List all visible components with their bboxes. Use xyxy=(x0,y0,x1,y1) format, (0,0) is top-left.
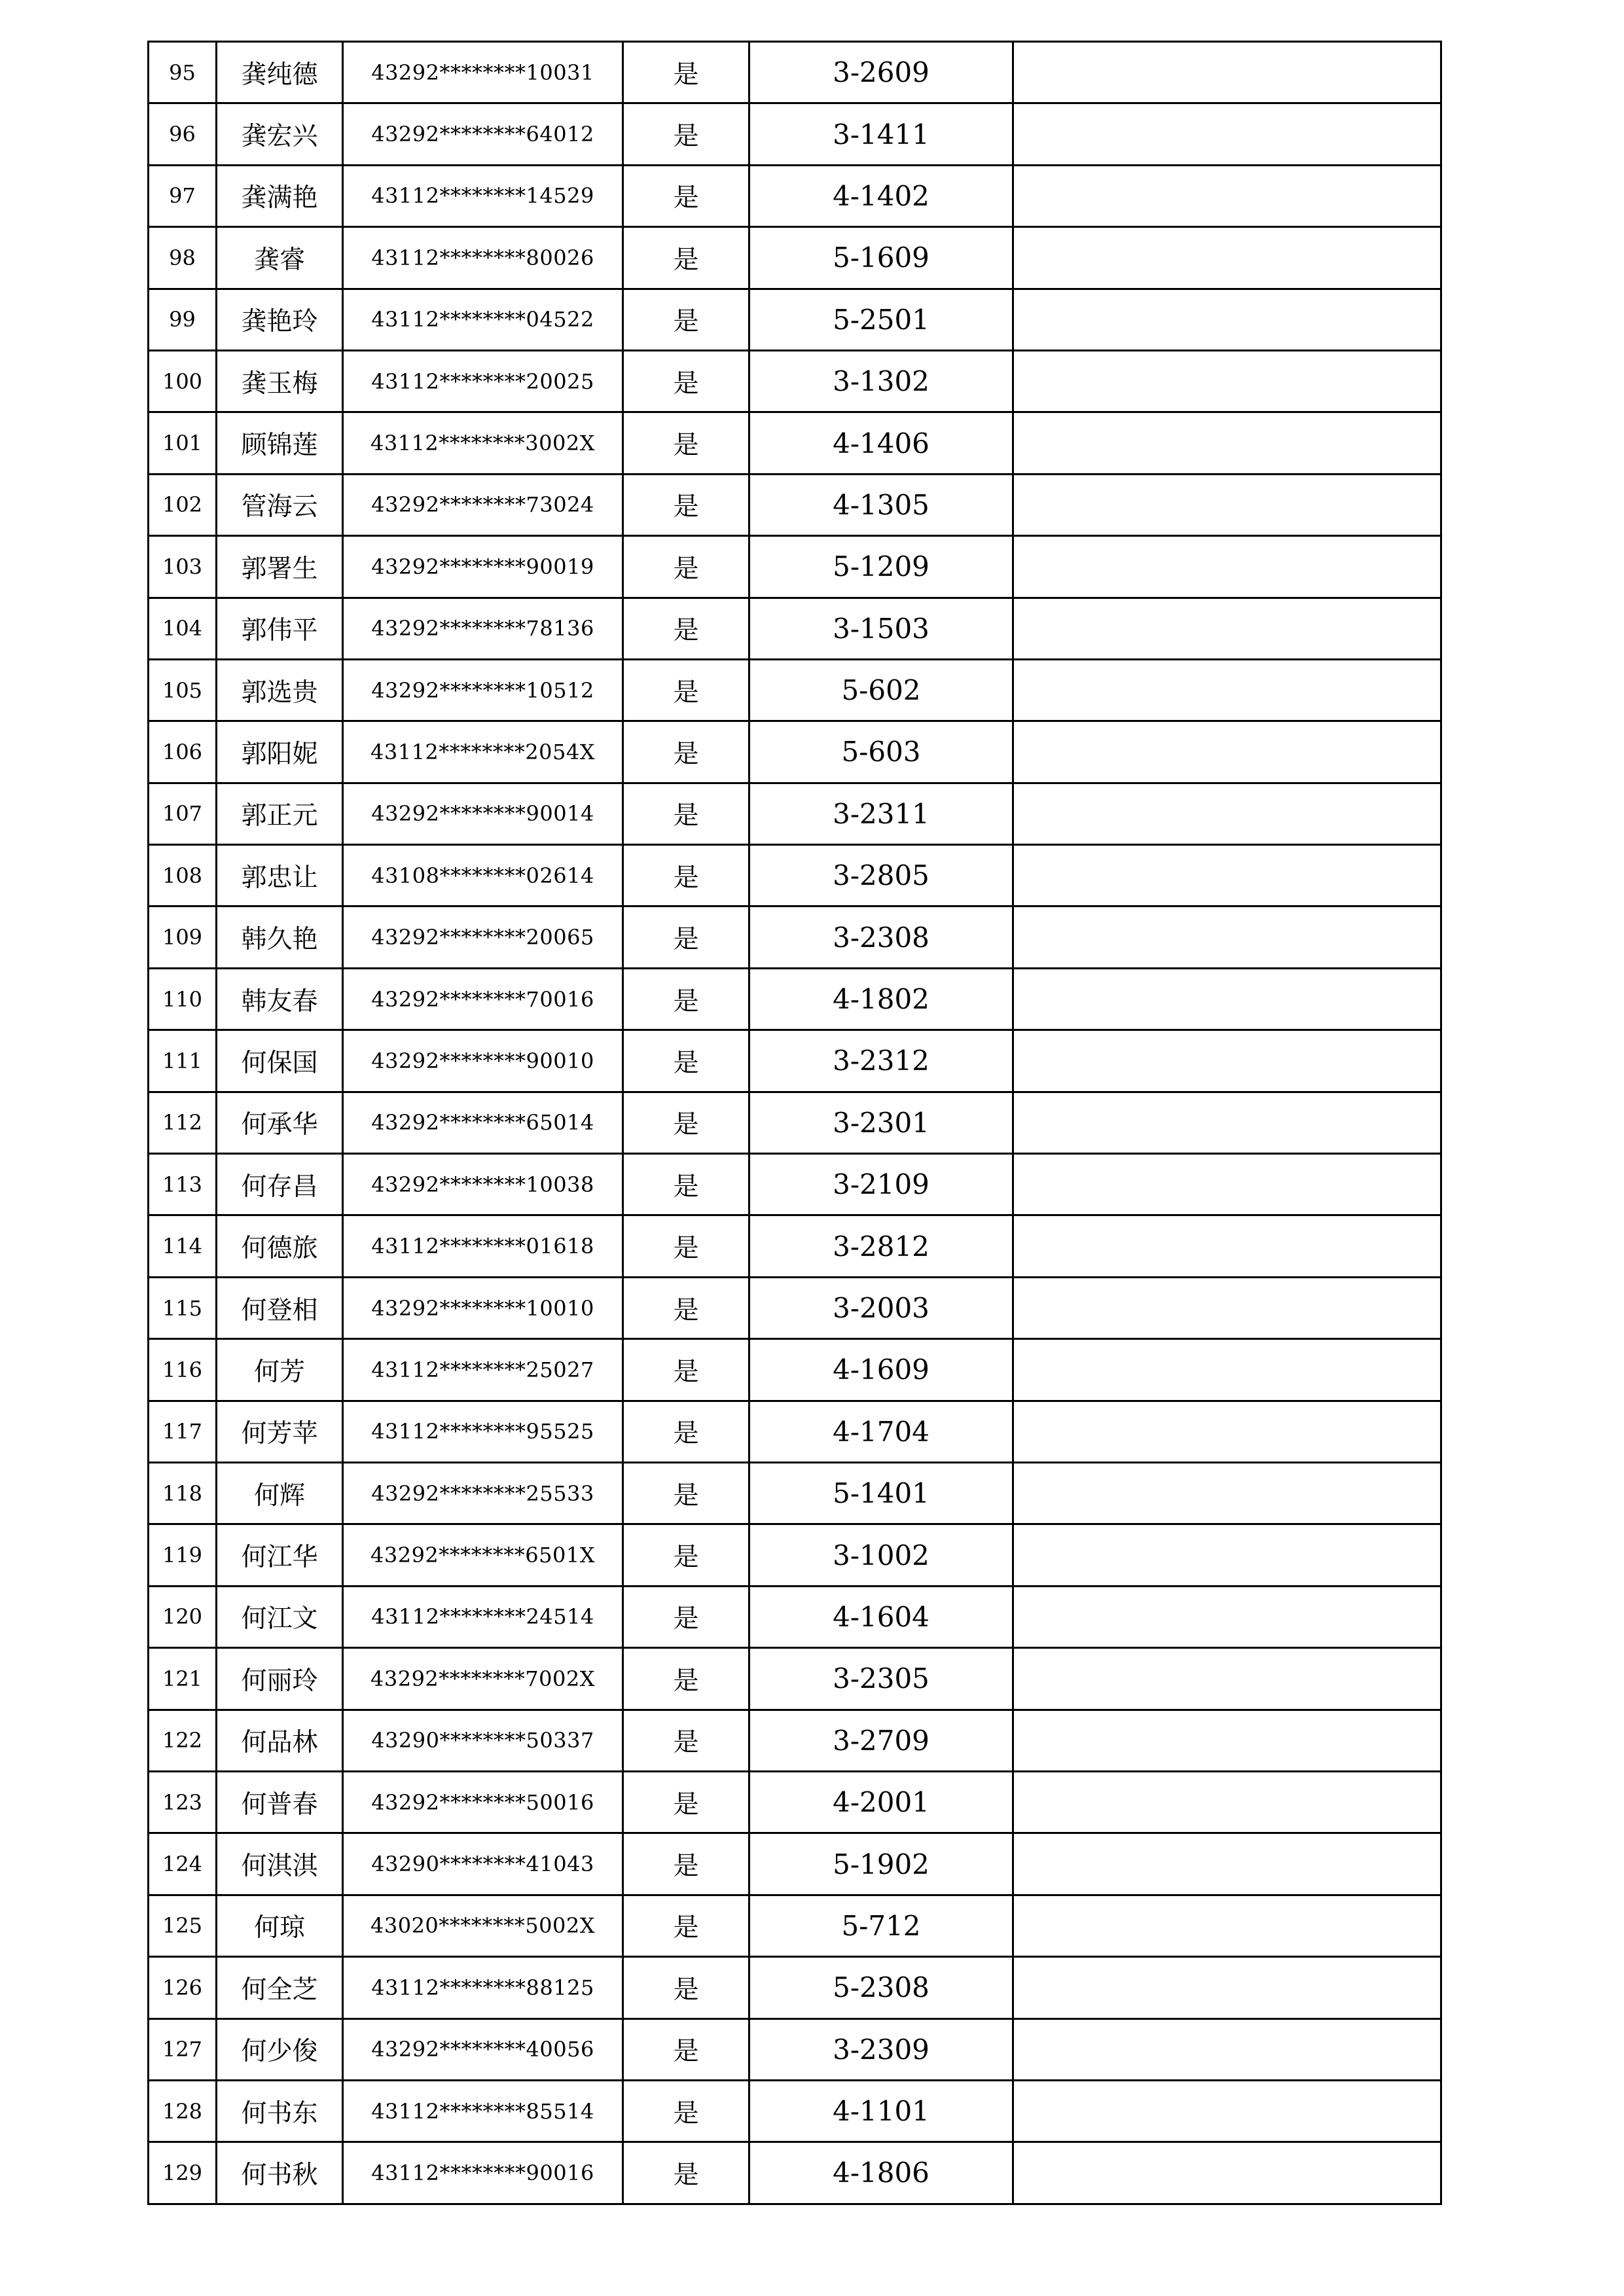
remarks-cell xyxy=(1013,1957,1441,2018)
table-row xyxy=(149,1277,1441,1338)
room-number-cell: 3-1002 xyxy=(749,1524,1013,1586)
eligibility-cell: 是 xyxy=(623,1215,749,1277)
remarks-cell xyxy=(1013,1895,1441,1956)
id-number-cell: 43112********25027 xyxy=(343,1339,623,1401)
id-number-cell: 43292********40056 xyxy=(343,2018,623,2080)
id-number-cell: 43292********10038 xyxy=(343,1154,623,1215)
name-cell: 何书东 xyxy=(217,2080,343,2142)
name-cell: 何江文 xyxy=(217,1586,343,1647)
row-number-cell: 127 xyxy=(149,2018,217,2080)
eligibility-cell: 是 xyxy=(623,350,749,412)
table-row xyxy=(149,598,1441,659)
name-cell: 郭选贵 xyxy=(217,659,343,721)
remarks-cell xyxy=(1013,721,1441,783)
id-number-cell: 43112********24514 xyxy=(343,1586,623,1647)
room-number-cell: 5-1609 xyxy=(749,227,1013,289)
eligibility-cell: 是 xyxy=(623,1339,749,1401)
remarks-cell xyxy=(1013,1524,1441,1586)
room-number-cell: 3-2305 xyxy=(749,1648,1013,1710)
id-number-cell: 43112********85514 xyxy=(343,2080,623,2142)
name-cell: 龚玉梅 xyxy=(217,350,343,412)
eligibility-cell: 是 xyxy=(623,2080,749,2142)
remarks-cell xyxy=(1013,906,1441,968)
room-number-cell: 5-712 xyxy=(749,1895,1013,1956)
table-row xyxy=(149,1833,1441,1895)
id-number-cell: 43292********10010 xyxy=(343,1277,623,1338)
id-number-cell: 43292********10512 xyxy=(343,659,623,721)
room-number-cell: 3-1503 xyxy=(749,598,1013,659)
id-number-cell: 43292********64012 xyxy=(343,103,623,165)
eligibility-cell: 是 xyxy=(623,659,749,721)
name-cell: 何芳 xyxy=(217,1339,343,1401)
table-row xyxy=(149,783,1441,844)
room-number-cell: 5-603 xyxy=(749,721,1013,783)
remarks-cell xyxy=(1013,2142,1441,2204)
remarks-cell xyxy=(1013,1648,1441,1710)
remarks-cell xyxy=(1013,103,1441,165)
id-number-cell: 43290********41043 xyxy=(343,1833,623,1895)
row-number-cell: 117 xyxy=(149,1401,217,1462)
id-number-cell: 43020********5002X xyxy=(343,1895,623,1956)
table-row xyxy=(149,2018,1441,2080)
row-number-cell: 100 xyxy=(149,350,217,412)
eligibility-cell: 是 xyxy=(623,1895,749,1956)
name-cell: 管海云 xyxy=(217,474,343,535)
eligibility-cell: 是 xyxy=(623,1586,749,1647)
id-number-cell: 43292********10031 xyxy=(343,42,623,103)
eligibility-cell: 是 xyxy=(623,289,749,350)
name-cell: 何少俊 xyxy=(217,2018,343,2080)
remarks-cell xyxy=(1013,968,1441,1030)
row-number-cell: 123 xyxy=(149,1771,217,1833)
remarks-cell xyxy=(1013,2018,1441,2080)
roster-table-body xyxy=(149,42,1441,2204)
eligibility-cell: 是 xyxy=(623,1462,749,1524)
table-row xyxy=(149,474,1441,535)
eligibility-cell: 是 xyxy=(623,165,749,226)
id-number-cell: 43112********2054X xyxy=(343,721,623,783)
table-row xyxy=(149,289,1441,350)
name-cell: 龚睿 xyxy=(217,227,343,289)
remarks-cell xyxy=(1013,845,1441,906)
id-number-cell: 43292********70016 xyxy=(343,968,623,1030)
remarks-cell xyxy=(1013,165,1441,226)
id-number-cell: 43292********7002X xyxy=(343,1648,623,1710)
table-row xyxy=(149,721,1441,783)
row-number-cell: 95 xyxy=(149,42,217,103)
row-number-cell: 128 xyxy=(149,2080,217,2142)
room-number-cell: 3-1411 xyxy=(749,103,1013,165)
eligibility-cell: 是 xyxy=(623,103,749,165)
table-row xyxy=(149,1339,1441,1401)
document-page xyxy=(147,41,1440,2205)
eligibility-cell: 是 xyxy=(623,1092,749,1153)
row-number-cell: 125 xyxy=(149,1895,217,1956)
room-number-cell: 4-1704 xyxy=(749,1401,1013,1462)
eligibility-cell: 是 xyxy=(623,1401,749,1462)
remarks-cell xyxy=(1013,783,1441,844)
room-number-cell: 4-1609 xyxy=(749,1339,1013,1401)
name-cell: 何辉 xyxy=(217,1462,343,1524)
id-number-cell: 43112********01618 xyxy=(343,1215,623,1277)
id-number-cell: 43112********90016 xyxy=(343,2142,623,2204)
remarks-cell xyxy=(1013,412,1441,474)
row-number-cell: 118 xyxy=(149,1462,217,1524)
id-number-cell: 43292********90019 xyxy=(343,536,623,598)
id-number-cell: 43292********6501X xyxy=(343,1524,623,1586)
table-row xyxy=(149,42,1441,103)
remarks-cell xyxy=(1013,659,1441,721)
row-number-cell: 108 xyxy=(149,845,217,906)
table-row xyxy=(149,1957,1441,2018)
row-number-cell: 114 xyxy=(149,1215,217,1277)
room-number-cell: 3-2312 xyxy=(749,1030,1013,1092)
room-number-cell: 3-2812 xyxy=(749,1215,1013,1277)
table-row xyxy=(149,165,1441,226)
room-number-cell: 3-2805 xyxy=(749,845,1013,906)
room-number-cell: 3-2709 xyxy=(749,1710,1013,1771)
remarks-cell xyxy=(1013,42,1441,103)
name-cell: 何保国 xyxy=(217,1030,343,1092)
name-cell: 郭忠让 xyxy=(217,845,343,906)
name-cell: 何丽玲 xyxy=(217,1648,343,1710)
eligibility-cell: 是 xyxy=(623,1957,749,2018)
eligibility-cell: 是 xyxy=(623,1710,749,1771)
id-number-cell: 43292********78136 xyxy=(343,598,623,659)
id-number-cell: 43292********73024 xyxy=(343,474,623,535)
name-cell: 龚纯德 xyxy=(217,42,343,103)
eligibility-cell: 是 xyxy=(623,845,749,906)
eligibility-cell: 是 xyxy=(623,1154,749,1215)
row-number-cell: 107 xyxy=(149,783,217,844)
id-number-cell: 43292********20065 xyxy=(343,906,623,968)
row-number-cell: 119 xyxy=(149,1524,217,1586)
name-cell: 郭署生 xyxy=(217,536,343,598)
name-cell: 郭阳妮 xyxy=(217,721,343,783)
eligibility-cell: 是 xyxy=(623,1833,749,1895)
id-number-cell: 43292********50016 xyxy=(343,1771,623,1833)
room-number-cell: 4-1406 xyxy=(749,412,1013,474)
row-number-cell: 122 xyxy=(149,1710,217,1771)
row-number-cell: 121 xyxy=(149,1648,217,1710)
remarks-cell xyxy=(1013,1462,1441,1524)
table-row xyxy=(149,1215,1441,1277)
table-row xyxy=(149,1648,1441,1710)
room-number-cell: 3-2109 xyxy=(749,1154,1013,1215)
eligibility-cell: 是 xyxy=(623,2018,749,2080)
remarks-cell xyxy=(1013,1030,1441,1092)
eligibility-cell: 是 xyxy=(623,968,749,1030)
eligibility-cell: 是 xyxy=(623,598,749,659)
remarks-cell xyxy=(1013,598,1441,659)
table-row xyxy=(149,1154,1441,1215)
name-cell: 郭正元 xyxy=(217,783,343,844)
eligibility-cell: 是 xyxy=(623,1030,749,1092)
name-cell: 郭伟平 xyxy=(217,598,343,659)
room-number-cell: 3-2308 xyxy=(749,906,1013,968)
row-number-cell: 113 xyxy=(149,1154,217,1215)
row-number-cell: 110 xyxy=(149,968,217,1030)
id-number-cell: 43112********14529 xyxy=(343,165,623,226)
remarks-cell xyxy=(1013,289,1441,350)
id-number-cell: 43292********90014 xyxy=(343,783,623,844)
name-cell: 何承华 xyxy=(217,1092,343,1153)
id-number-cell: 43112********95525 xyxy=(343,1401,623,1462)
room-number-cell: 4-1802 xyxy=(749,968,1013,1030)
table-row xyxy=(149,906,1441,968)
row-number-cell: 109 xyxy=(149,906,217,968)
room-number-cell: 4-1604 xyxy=(749,1586,1013,1647)
row-number-cell: 112 xyxy=(149,1092,217,1153)
eligibility-cell: 是 xyxy=(623,1277,749,1338)
table-row xyxy=(149,968,1441,1030)
room-number-cell: 3-2301 xyxy=(749,1092,1013,1153)
name-cell: 龚宏兴 xyxy=(217,103,343,165)
name-cell: 韩友春 xyxy=(217,968,343,1030)
remarks-cell xyxy=(1013,227,1441,289)
room-number-cell: 3-1302 xyxy=(749,350,1013,412)
id-number-cell: 43292********90010 xyxy=(343,1030,623,1092)
name-cell: 何德旅 xyxy=(217,1215,343,1277)
row-number-cell: 97 xyxy=(149,165,217,226)
room-number-cell: 3-2311 xyxy=(749,783,1013,844)
id-number-cell: 43112********04522 xyxy=(343,289,623,350)
eligibility-cell: 是 xyxy=(623,783,749,844)
room-number-cell: 5-1401 xyxy=(749,1462,1013,1524)
name-cell: 何书秋 xyxy=(217,2142,343,2204)
row-number-cell: 101 xyxy=(149,412,217,474)
table-row xyxy=(149,536,1441,598)
eligibility-cell: 是 xyxy=(623,2142,749,2204)
row-number-cell: 102 xyxy=(149,474,217,535)
room-number-cell: 4-1402 xyxy=(749,165,1013,226)
id-number-cell: 43292********25533 xyxy=(343,1462,623,1524)
table-row xyxy=(149,1586,1441,1647)
room-number-cell: 4-1305 xyxy=(749,474,1013,535)
eligibility-cell: 是 xyxy=(623,474,749,535)
room-number-cell: 3-2309 xyxy=(749,2018,1013,2080)
eligibility-cell: 是 xyxy=(623,721,749,783)
name-cell: 何品林 xyxy=(217,1710,343,1771)
table-row xyxy=(149,1092,1441,1153)
table-row xyxy=(149,659,1441,721)
name-cell: 顾锦莲 xyxy=(217,412,343,474)
name-cell: 何江华 xyxy=(217,1524,343,1586)
name-cell: 何全芝 xyxy=(217,1957,343,2018)
table-row xyxy=(149,412,1441,474)
table-row xyxy=(149,350,1441,412)
table-row xyxy=(149,1524,1441,1586)
table-row xyxy=(149,103,1441,165)
eligibility-cell: 是 xyxy=(623,42,749,103)
room-number-cell: 5-1902 xyxy=(749,1833,1013,1895)
eligibility-cell: 是 xyxy=(623,906,749,968)
row-number-cell: 103 xyxy=(149,536,217,598)
row-number-cell: 126 xyxy=(149,1957,217,2018)
table-row xyxy=(149,1895,1441,1956)
remarks-cell xyxy=(1013,1586,1441,1647)
row-number-cell: 120 xyxy=(149,1586,217,1647)
row-number-cell: 115 xyxy=(149,1277,217,1338)
remarks-cell xyxy=(1013,1277,1441,1338)
table-row xyxy=(149,1462,1441,1524)
row-number-cell: 96 xyxy=(149,103,217,165)
remarks-cell xyxy=(1013,350,1441,412)
name-cell: 何登相 xyxy=(217,1277,343,1338)
room-number-cell: 4-1806 xyxy=(749,2142,1013,2204)
row-number-cell: 124 xyxy=(149,1833,217,1895)
remarks-cell xyxy=(1013,2080,1441,2142)
row-number-cell: 106 xyxy=(149,721,217,783)
row-number-cell: 129 xyxy=(149,2142,217,2204)
name-cell: 何存昌 xyxy=(217,1154,343,1215)
room-number-cell: 5-602 xyxy=(749,659,1013,721)
id-number-cell: 43290********50337 xyxy=(343,1710,623,1771)
id-number-cell: 43112********20025 xyxy=(343,350,623,412)
eligibility-cell: 是 xyxy=(623,412,749,474)
row-number-cell: 99 xyxy=(149,289,217,350)
room-number-cell: 4-2001 xyxy=(749,1771,1013,1833)
eligibility-cell: 是 xyxy=(623,1524,749,1586)
name-cell: 何芳苹 xyxy=(217,1401,343,1462)
id-number-cell: 43112********88125 xyxy=(343,1957,623,2018)
name-cell: 韩久艳 xyxy=(217,906,343,968)
remarks-cell xyxy=(1013,1154,1441,1215)
room-number-cell: 4-1101 xyxy=(749,2080,1013,2142)
remarks-cell xyxy=(1013,1710,1441,1771)
table-row xyxy=(149,1401,1441,1462)
name-cell: 龚艳玲 xyxy=(217,289,343,350)
table-row xyxy=(149,227,1441,289)
name-cell: 何普春 xyxy=(217,1771,343,1833)
row-number-cell: 116 xyxy=(149,1339,217,1401)
name-cell: 何淇淇 xyxy=(217,1833,343,1895)
row-number-cell: 104 xyxy=(149,598,217,659)
remarks-cell xyxy=(1013,474,1441,535)
id-number-cell: 43112********3002X xyxy=(343,412,623,474)
remarks-cell xyxy=(1013,536,1441,598)
table-row xyxy=(149,845,1441,906)
room-number-cell: 3-2609 xyxy=(749,42,1013,103)
name-cell: 何琼 xyxy=(217,1895,343,1956)
eligibility-cell: 是 xyxy=(623,1771,749,1833)
table-row xyxy=(149,2142,1441,2204)
table-row xyxy=(149,1030,1441,1092)
remarks-cell xyxy=(1013,1092,1441,1153)
name-cell: 龚满艳 xyxy=(217,165,343,226)
id-number-cell: 43112********80026 xyxy=(343,227,623,289)
room-number-cell: 5-1209 xyxy=(749,536,1013,598)
row-number-cell: 105 xyxy=(149,659,217,721)
eligibility-cell: 是 xyxy=(623,536,749,598)
roster-table xyxy=(147,41,1442,2205)
row-number-cell: 98 xyxy=(149,227,217,289)
remarks-cell xyxy=(1013,1771,1441,1833)
eligibility-cell: 是 xyxy=(623,227,749,289)
id-number-cell: 43292********65014 xyxy=(343,1092,623,1153)
room-number-cell: 5-2308 xyxy=(749,1957,1013,2018)
remarks-cell xyxy=(1013,1339,1441,1401)
table-row xyxy=(149,2080,1441,2142)
id-number-cell: 43108********02614 xyxy=(343,845,623,906)
remarks-cell xyxy=(1013,1401,1441,1462)
remarks-cell xyxy=(1013,1833,1441,1895)
eligibility-cell: 是 xyxy=(623,1648,749,1710)
row-number-cell: 111 xyxy=(149,1030,217,1092)
room-number-cell: 3-2003 xyxy=(749,1277,1013,1338)
room-number-cell: 5-2501 xyxy=(749,289,1013,350)
table-row xyxy=(149,1771,1441,1833)
remarks-cell xyxy=(1013,1215,1441,1277)
table-row xyxy=(149,1710,1441,1771)
